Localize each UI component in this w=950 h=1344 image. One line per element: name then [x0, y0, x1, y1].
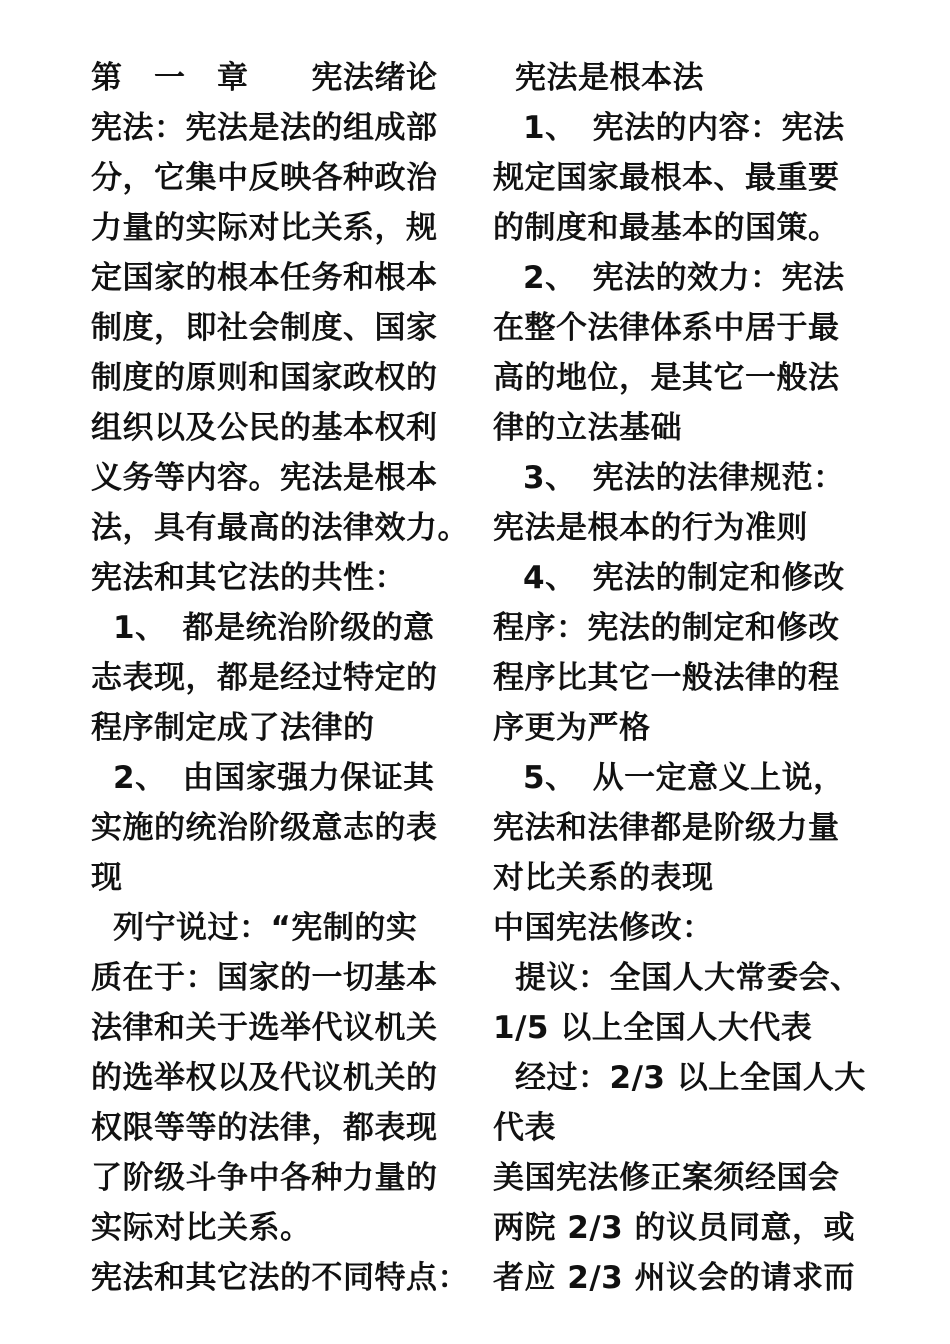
text-line: 程序：宪法的制定和修改 — [493, 610, 840, 646]
text-line: 提议：全国人大常委会、 — [515, 960, 862, 996]
text-line: 程序制定成了法律的 — [91, 710, 375, 746]
text-line: 宪法和法律都是阶级力量 — [493, 810, 840, 846]
text-line: 分，它集中反映各种政治 — [91, 160, 438, 196]
text-line: 宪法和其它法的共性： — [91, 560, 406, 596]
text-line: 定国家的根本任务和根本 — [91, 260, 438, 296]
text-line: 高的地位，是其它一般法 — [493, 360, 840, 396]
text-line: 中国宪法修改： — [493, 910, 714, 946]
text-line: 宪法和其它法的不同特点： — [91, 1260, 469, 1296]
text-line: 实施的统治阶级意志的表 — [91, 810, 438, 846]
text-line: 制度，即社会制度、国家 — [91, 310, 438, 346]
text-line: 者应 2/3 州议会的请求而 — [493, 1260, 856, 1296]
text-line: 的制度和最基本的国策。 — [493, 210, 840, 246]
text-line: 代表 — [493, 1110, 556, 1146]
text-line: 宪法：宪法是法的组成部 — [91, 110, 438, 146]
text-line: 序更为严格 — [493, 710, 651, 746]
text-line: 1/5 以上全国人大代表 — [493, 1010, 813, 1046]
text-line: 美国宪法修正案须经国会 — [493, 1160, 840, 1196]
text-line: 组织以及公民的基本权利 — [91, 410, 438, 446]
text-line: 1、 宪法的内容：宪法 — [523, 110, 845, 146]
text-line: 5、 从一定意义上说， — [523, 760, 845, 796]
text-line: 宪法是根本的行为准则 — [493, 510, 808, 546]
text-line: 两院 2/3 的议员同意，或 — [493, 1210, 856, 1246]
text-line: 权限等等的法律，都表现 — [91, 1110, 438, 1146]
text-line: 2、 由国家强力保证其 — [113, 760, 435, 796]
text-line: 义务等内容。宪法是根本 — [91, 460, 438, 496]
text-line: 的选举权以及代议机关的 — [91, 1060, 438, 1096]
text-line: 法，具有最高的法律效力。 — [91, 510, 469, 546]
text-line: 第 一 章 宪法绪论 — [91, 60, 438, 96]
text-line: 质在于：国家的一切基本 — [91, 960, 438, 996]
text-line: 3、 宪法的法律规范： — [523, 460, 845, 496]
text-line: 1、 都是统治阶级的意 — [113, 610, 435, 646]
text-line: 力量的实际对比关系，规 — [91, 210, 438, 246]
text-line: 规定国家最根本、最重要 — [493, 160, 840, 196]
text-line: 经过：2/3 以上全国人大 — [515, 1060, 866, 1096]
left-column — [91, 53, 471, 1303]
text-line: 现 — [91, 860, 123, 896]
text-line: 实际对比关系。 — [91, 1210, 312, 1246]
text-line: 程序比其它一般法律的程 — [493, 660, 840, 696]
right-column — [493, 53, 893, 1303]
text-line: 志表现，都是经过特定的 — [91, 660, 438, 696]
text-line: 在整个法律体系中居于最 — [493, 310, 840, 346]
text-line: 4、 宪法的制定和修改 — [523, 560, 845, 596]
text-line: 律的立法基础 — [493, 410, 682, 446]
text-line: 列宁说过：“宪制的实 — [113, 910, 418, 946]
text-line: 了阶级斗争中各种力量的 — [91, 1160, 438, 1196]
text-line: 宪法是根本法 — [515, 60, 704, 96]
text-line: 法律和关于选举代议机关 — [91, 1010, 438, 1046]
text-line: 2、 宪法的效力：宪法 — [523, 260, 845, 296]
text-line: 制度的原则和国家政权的 — [91, 360, 438, 396]
text-line: 对比关系的表现 — [493, 860, 714, 896]
